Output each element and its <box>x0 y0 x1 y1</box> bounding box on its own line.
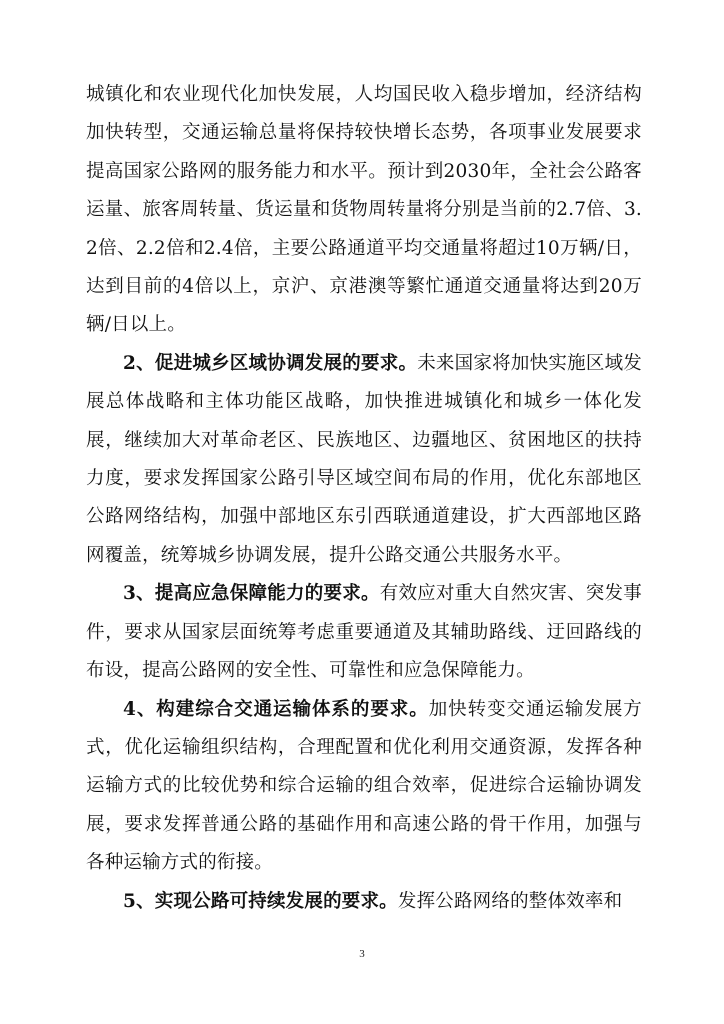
paragraph-body: 加快转变交通运输发展方式，优化运输组织结构，合理配置和优化利用交通资源，发挥各种运输方式的比较优势和综合运输的组合效率，促进综合运输协调发展，要求发挥普通公路的基础作用和高速公路的骨干作用，加强与各种运输方式的衔接。 <box>86 698 643 874</box>
paragraph-transport-system <box>86 691 642 883</box>
paragraph-urban-rural <box>86 345 642 575</box>
paragraph-emergency <box>86 575 642 690</box>
paragraph-body: 发挥公路网络的整体效率和 <box>397 890 623 912</box>
document-page <box>86 76 642 921</box>
page-number: 3 <box>359 948 365 960</box>
paragraph-heading: 2、促进城乡区域协调发展的要求。 <box>123 352 418 374</box>
paragraph-heading: 4、构建综合交通运输体系的要求。 <box>123 698 429 720</box>
paragraph-body: 城镇化和农业现代化加快发展，人均国民收入稳步增加，经济结构加快转型，交通运输总量将保持较快增长态势，各项事业发展要求提高国家公路网的服务能力和水平。预计到2030年，全社会公路客运量、旅客周转量、货运量和货物周转量将分别是当前的2.7倍、3.2倍、2.2倍和2.4倍，主要公路通道平均交通量将超过10万辆/日，达到目前的4倍以上，京沪、京港澳等繁忙通道交通量将达到20万辆/日以上。 <box>86 84 642 336</box>
paragraph-body: 未来国家将加快实施区域发展总体战略和主体功能区战略，加快推进城镇化和城乡一体化发展，继续加大对革命老区、民族地区、边疆地区、贫困地区的扶持力度，要求发挥国家公路引导区域空间布局的作用，优化东部地区公路网络结构，加强中部地区东引西联通道建设，扩大西部地区路网覆盖，统筹城乡协调发展，提升公路交通公共服务水平。 <box>86 352 643 566</box>
paragraph-heading: 5、实现公路可持续发展的要求。 <box>123 890 398 912</box>
paragraph-continuation <box>86 76 642 345</box>
paragraph-heading: 3、提高应急保障能力的要求。 <box>123 583 380 605</box>
paragraph-sustainable <box>86 883 642 921</box>
paragraph-body: 有效应对重大自然灾害、突发事件，要求从国家层面统筹考虑重要通道及其辅助路线、迂回路线的布设，提高公路网的安全性、可靠性和应急保障能力。 <box>86 583 642 682</box>
